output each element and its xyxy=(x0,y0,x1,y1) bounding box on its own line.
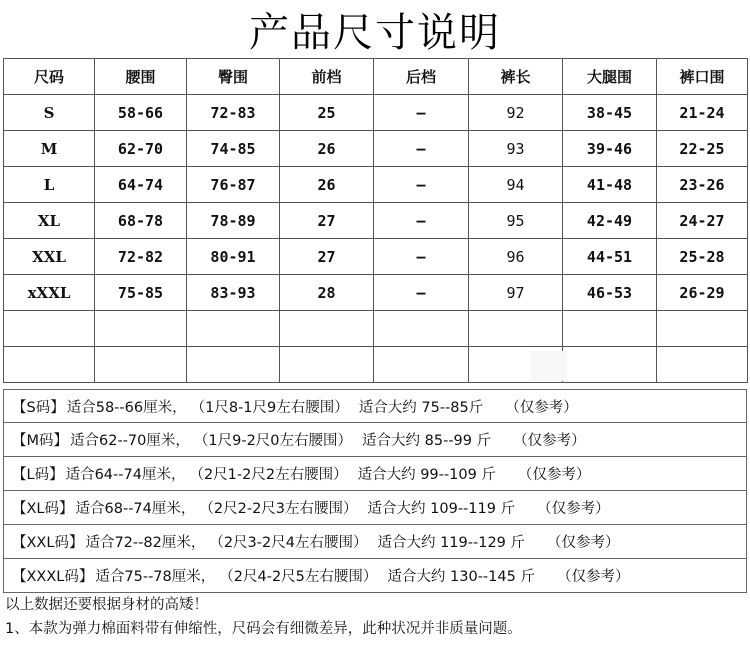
size-cell: xXXL xyxy=(4,275,95,311)
note-size: 【L码】 xyxy=(12,467,64,483)
empty-cell xyxy=(563,311,657,347)
hip-cell: 72-83 xyxy=(187,95,280,131)
table-row-empty xyxy=(4,347,748,383)
thigh-cell: 41-48 xyxy=(563,167,657,203)
empty-cell xyxy=(187,311,280,347)
thigh-cell: 42-49 xyxy=(563,203,657,239)
note-fit: 适合68--74厘米， xyxy=(75,501,196,517)
note-ref: （仅参考） xyxy=(537,501,610,517)
note-size: 【S码】 xyxy=(12,399,65,416)
front-rise-cell: 28 xyxy=(280,275,374,311)
empty-cell xyxy=(469,311,563,347)
note-range: （2尺4-2尺5左右腰围） xyxy=(219,569,378,585)
table-row xyxy=(4,95,748,131)
header-back-rise: 后档 xyxy=(374,59,469,95)
empty-cell xyxy=(280,311,374,347)
thigh-cell: 39-46 xyxy=(563,131,657,167)
footer-line: 以上数据还要根据身材的高矮！ xyxy=(5,597,208,613)
length-cell: 96 xyxy=(469,239,563,275)
note-row xyxy=(3,389,747,423)
size-cell: L xyxy=(4,167,95,203)
note-ref: （仅参考） xyxy=(513,433,586,449)
note-row xyxy=(3,525,747,559)
hip-cell: 83-93 xyxy=(187,275,280,311)
note-range: （2尺1-2尺2左右腰围） xyxy=(189,467,348,483)
back-rise-cell: — xyxy=(374,131,469,167)
note-weight: 适合大约 130--145 斤 xyxy=(387,569,535,585)
footer-line: 1、本款为弹力棉面料带有伸缩性，尺码会有细微差异，此种状况并非质量问题。 xyxy=(5,621,522,637)
empty-cell xyxy=(374,311,469,347)
table-row-empty xyxy=(4,311,748,347)
note-size: 【XXXL码】 xyxy=(12,569,94,585)
note-row xyxy=(3,423,747,457)
header-leg-opening: 裤口围 xyxy=(657,59,748,95)
note-weight: 适合大约 75--85斤 xyxy=(358,399,484,416)
note-row xyxy=(3,457,747,491)
length-cell: 92 xyxy=(469,95,563,131)
header-length: 裤长 xyxy=(469,59,563,95)
note-size: 【M码】 xyxy=(12,433,69,449)
empty-cell xyxy=(657,311,748,347)
length-cell: 93 xyxy=(469,131,563,167)
hip-cell: 74-85 xyxy=(187,131,280,167)
note-range: （2尺3-2尺4左右腰围） xyxy=(209,535,368,551)
waist-cell: 75-85 xyxy=(95,275,187,311)
waist-cell: 68-78 xyxy=(95,203,187,239)
hip-cell: 78-89 xyxy=(187,203,280,239)
note-range: （1尺9-2尺0左右腰围） xyxy=(193,433,353,449)
leg-opening-cell: 26-29 xyxy=(657,275,748,311)
waist-cell: 64-74 xyxy=(95,167,187,203)
hip-cell: 80-91 xyxy=(187,239,280,275)
note-range: （2尺2-2尺3左右腰围） xyxy=(199,501,358,517)
length-cell: 97 xyxy=(469,275,563,311)
note-range: （1尺8-1尺9左右腰围） xyxy=(190,399,349,416)
empty-cell xyxy=(563,347,657,383)
empty-cell xyxy=(4,311,95,347)
note-weight: 适合大约 119--129 斤 xyxy=(377,535,526,551)
back-rise-cell: — xyxy=(374,95,469,131)
thigh-cell: 44-51 xyxy=(563,239,657,275)
size-cell: S xyxy=(4,95,95,131)
front-rise-cell: 27 xyxy=(280,203,374,239)
page-title: 产品尺寸说明 xyxy=(249,9,501,56)
leg-opening-cell: 24-27 xyxy=(657,203,748,239)
length-cell: 94 xyxy=(469,167,563,203)
leg-opening-cell: 22-25 xyxy=(657,131,748,167)
empty-cell xyxy=(4,347,95,383)
empty-cell xyxy=(280,347,374,383)
table-row xyxy=(4,131,748,167)
note-fit: 适合64--74厘米， xyxy=(65,467,186,483)
empty-cell xyxy=(374,347,469,383)
hip-cell: 76-87 xyxy=(187,167,280,203)
leg-opening-cell: 21-24 xyxy=(657,95,748,131)
back-rise-cell: — xyxy=(374,275,469,311)
front-rise-cell: 25 xyxy=(280,95,374,131)
blank-patch xyxy=(531,351,567,381)
empty-cell xyxy=(95,347,187,383)
size-table xyxy=(3,58,748,383)
back-rise-cell: — xyxy=(374,203,469,239)
note-ref: （仅参考） xyxy=(517,467,591,483)
size-cell: XL xyxy=(4,203,95,239)
table-header-row xyxy=(4,59,748,95)
header-front-rise: 前档 xyxy=(280,59,374,95)
note-fit: 适合75--78厘米， xyxy=(95,569,216,585)
header-thigh: 大腿围 xyxy=(563,59,657,95)
note-ref: （仅参考） xyxy=(505,399,578,416)
note-size: 【XL码】 xyxy=(12,501,74,517)
leg-opening-cell: 25-28 xyxy=(657,239,748,275)
footer-notes xyxy=(3,593,747,641)
back-rise-cell: — xyxy=(374,239,469,275)
note-fit: 适合62--70厘米， xyxy=(70,433,190,449)
front-rise-cell: 26 xyxy=(280,167,374,203)
header-size: 尺码 xyxy=(4,59,95,95)
fit-notes xyxy=(3,389,747,593)
empty-cell xyxy=(657,347,748,383)
note-ref: （仅参考） xyxy=(547,535,620,551)
table-row xyxy=(4,239,748,275)
front-rise-cell: 27 xyxy=(280,239,374,275)
note-size: 【XXL码】 xyxy=(12,535,84,551)
leg-opening-cell: 23-26 xyxy=(657,167,748,203)
size-cell: M xyxy=(4,131,95,167)
table-row xyxy=(4,203,748,239)
size-cell: XXL xyxy=(4,239,95,275)
waist-cell: 62-70 xyxy=(95,131,187,167)
header-hip: 臀围 xyxy=(187,59,280,95)
back-rise-cell: — xyxy=(374,167,469,203)
note-weight: 适合大约 99--109 斤 xyxy=(357,467,496,483)
note-weight: 适合大约 109--119 斤 xyxy=(367,501,516,517)
length-cell: 95 xyxy=(469,203,563,239)
note-fit: 适合58--66厘米， xyxy=(66,399,187,416)
empty-cell xyxy=(95,311,187,347)
thigh-cell: 46-53 xyxy=(563,275,657,311)
table-row xyxy=(4,167,748,203)
note-weight: 适合大约 85--99 斤 xyxy=(362,433,492,449)
table-row xyxy=(4,275,748,311)
waist-cell: 72-82 xyxy=(95,239,187,275)
note-row xyxy=(3,491,747,525)
empty-cell xyxy=(187,347,280,383)
note-row xyxy=(3,559,747,593)
waist-cell: 58-66 xyxy=(95,95,187,131)
note-ref: （仅参考） xyxy=(556,569,630,585)
front-rise-cell: 26 xyxy=(280,131,374,167)
note-fit: 适合72--82厘米， xyxy=(85,535,206,551)
header-waist: 腰围 xyxy=(95,59,187,95)
thigh-cell: 38-45 xyxy=(563,95,657,131)
